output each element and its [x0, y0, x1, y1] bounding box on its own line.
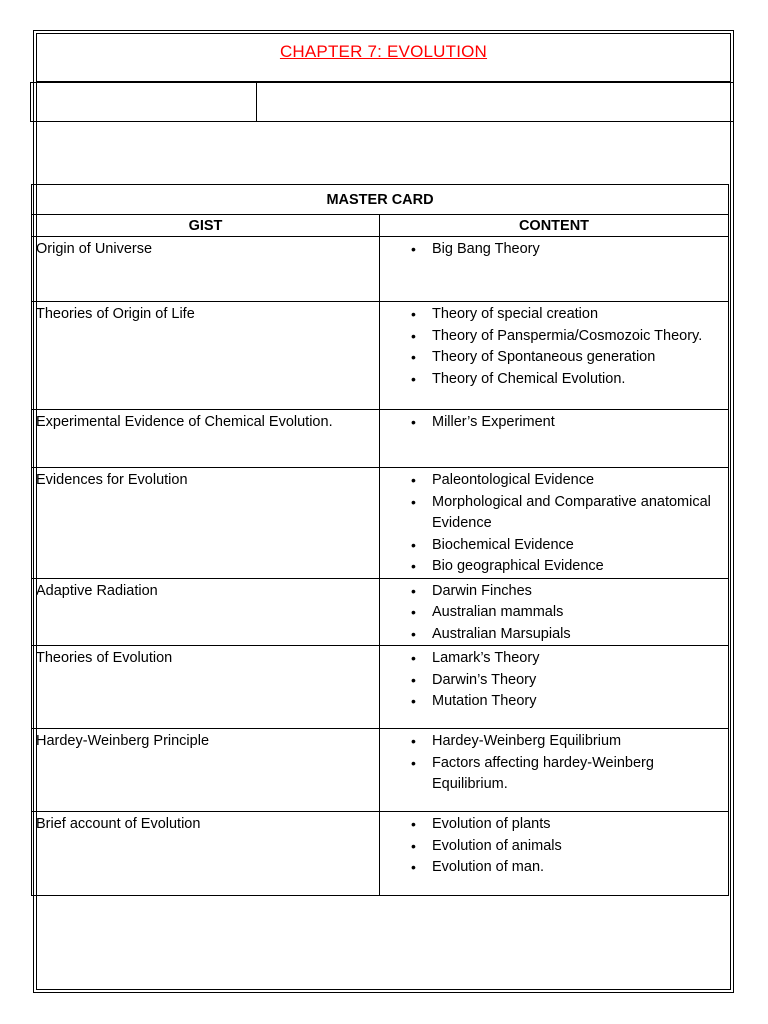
list-item: • Evolution of animals — [380, 836, 728, 858]
content-cell — [380, 646, 729, 729]
table-row — [32, 237, 729, 302]
list-item: • Theory of special creation — [380, 304, 728, 326]
content-cell — [380, 468, 729, 579]
content-cell — [380, 729, 729, 812]
gist-cell: Origin of Universe — [32, 237, 380, 302]
table-row — [32, 468, 729, 579]
list-item: • Mutation Theory — [380, 691, 728, 713]
master-card-caption: MASTER CARD — [32, 185, 729, 215]
list-item: • Australian mammals — [380, 602, 728, 624]
content-list — [380, 646, 728, 713]
list-item: • Lamark’s Theory — [380, 648, 728, 670]
list-item: • Evolution of man. — [380, 857, 728, 879]
list-item: • Theory of Chemical Evolution. — [380, 369, 728, 391]
chapter-title: CHAPTER 7: EVOLUTION — [279, 42, 488, 61]
list-item: • Morphological and Comparative anatomical Evidence — [380, 492, 728, 535]
content-list — [380, 302, 728, 390]
title-row — [36, 33, 731, 82]
list-item: • Biochemical Evidence — [380, 535, 728, 557]
content-cell — [380, 410, 729, 468]
content-list — [380, 468, 728, 578]
list-item: • Australian Marsupials — [380, 624, 728, 646]
content-list — [380, 410, 728, 434]
column-header-gist: GIST — [32, 215, 380, 237]
list-item: • Theory of Panspermia/Cosmozoic Theory. — [380, 326, 728, 348]
table-row — [32, 812, 729, 896]
table-row — [32, 578, 729, 646]
content-list — [380, 812, 728, 879]
gist-cell: Brief account of Evolution — [32, 812, 380, 896]
list-item: • Hardey-Weinberg Equilibrium — [380, 731, 728, 753]
list-item: • Paleontological Evidence — [380, 470, 728, 492]
header-info-row — [30, 82, 734, 122]
gist-cell: Experimental Evidence of Chemical Evolution. — [32, 410, 380, 468]
gist-cell: Hardey-Weinberg Principle — [32, 729, 380, 812]
list-item: • Theory of Spontaneous generation — [380, 347, 728, 369]
content-list — [380, 237, 728, 261]
gist-cell: Theories of Origin of Life — [32, 302, 380, 410]
list-item: • Darwin’s Theory — [380, 670, 728, 692]
table-row — [32, 729, 729, 812]
table-row — [32, 302, 729, 410]
content-cell — [380, 237, 729, 302]
list-item: • Miller’s Experiment — [380, 412, 728, 434]
header-info-cell-left — [31, 83, 257, 121]
content-cell — [380, 302, 729, 410]
master-card-table — [31, 184, 729, 896]
gist-cell: Theories of Evolution — [32, 646, 380, 729]
list-item: • Bio geographical Evidence — [380, 556, 728, 578]
content-cell — [380, 812, 729, 896]
list-item: • Big Bang Theory — [380, 239, 728, 261]
list-item: • Evolution of plants — [380, 814, 728, 836]
list-item: • Factors affecting hardey-Weinberg Equilibrium. — [380, 753, 728, 796]
list-item: • Darwin Finches — [380, 581, 728, 603]
content-cell — [380, 578, 729, 646]
column-header-content: CONTENT — [380, 215, 729, 237]
content-list — [380, 729, 728, 796]
table-row — [32, 646, 729, 729]
table-row — [32, 410, 729, 468]
gist-cell: Evidences for Evolution — [32, 468, 380, 579]
content-list — [380, 579, 728, 646]
gist-cell: Adaptive Radiation — [32, 578, 380, 646]
